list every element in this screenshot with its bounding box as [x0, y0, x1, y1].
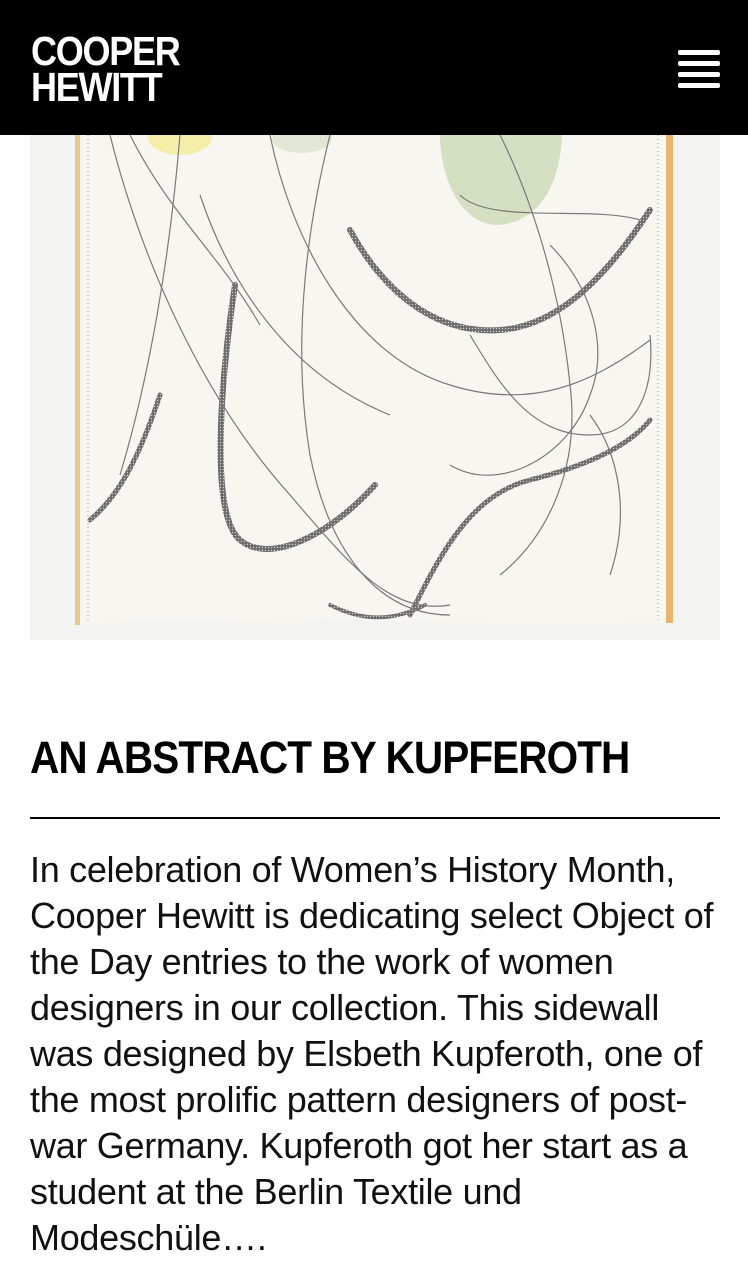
- article-title[interactable]: AN ABSTRACT BY KUPFEROTH: [30, 732, 630, 783]
- logo-line-2: HEWITT: [31, 64, 162, 110]
- hamburger-menu-icon[interactable]: [678, 50, 720, 88]
- cooper-hewitt-logo[interactable]: [31, 28, 180, 110]
- article-excerpt: In celebration of Women’s History Month, Cooper Hewitt is dedicating select Object of the Day entries to the work of women designers in our collection. This sidewall was designed by Elsbeth Kupferoth, one of the most prolific pattern designers of post-war Germany. Kupferoth got her start as a student at the Berlin Textile und Modeschüle….: [30, 849, 714, 1258]
- logo-line-1: COOPER: [31, 28, 180, 74]
- site-header: [0, 0, 748, 135]
- title-divider: [30, 817, 720, 819]
- sidewall-artwork-image[interactable]: [30, 135, 720, 640]
- sidewall-pattern-illustration: [30, 135, 720, 640]
